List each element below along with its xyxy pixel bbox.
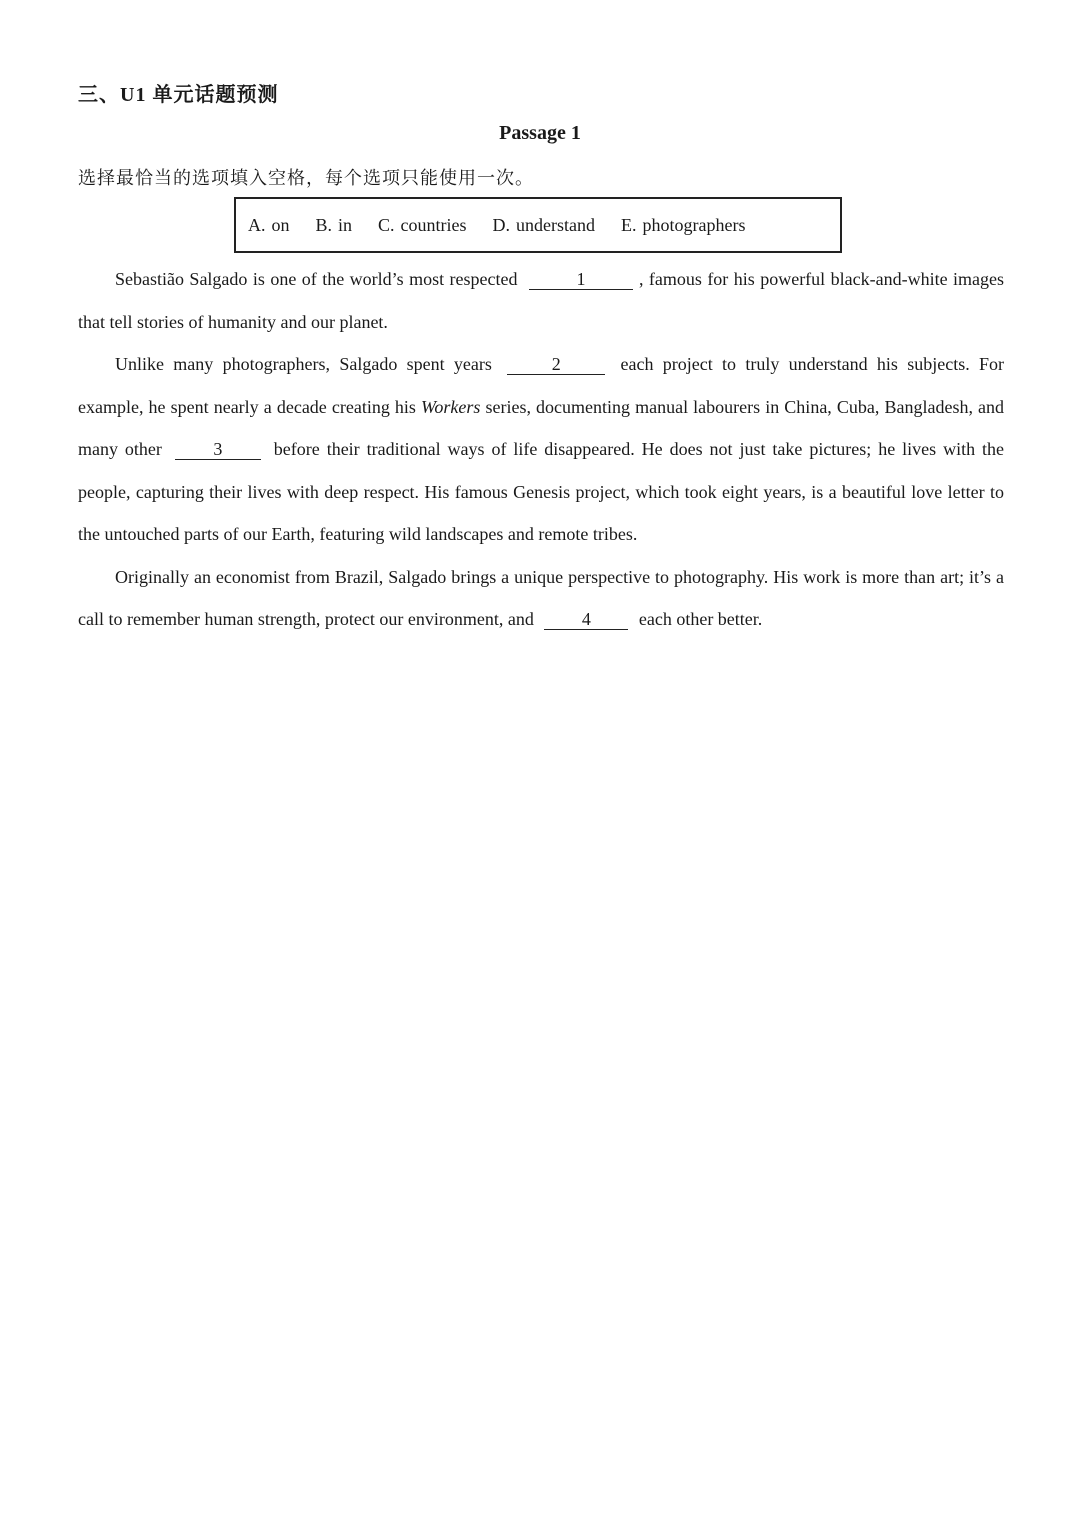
- text-segment: Originally an economist from Brazil, Salgado brings a unique perspective to photography. His work is more than art; it’s a call to remember human strength, protect our environment, and: [78, 566, 1004, 629]
- option-e: [621, 215, 745, 236]
- option-letter: E.: [621, 214, 637, 235]
- text-segment: each project to truly understand his subjects. For example, he spent nearly a decade creating his: [78, 354, 1004, 417]
- option-box: [234, 197, 842, 253]
- passage-title: Passage 1: [499, 122, 581, 144]
- option-b: [316, 215, 353, 236]
- blank-2: 2: [507, 354, 605, 375]
- passage-body: [78, 258, 1004, 641]
- option-d: [493, 215, 595, 236]
- option-letter: D.: [492, 214, 511, 235]
- option-letter: C.: [378, 214, 395, 235]
- text-segment: , famous for his powerful black-and-white images that tell stories of humanity and our planet.: [78, 269, 1004, 332]
- option-word: on: [271, 214, 290, 235]
- text-segment: Unlike many photographers, Salgado spent years: [115, 354, 492, 374]
- option-word: in: [338, 214, 353, 235]
- option-letter: A.: [248, 214, 266, 235]
- blank-3: 3: [175, 439, 261, 460]
- text-segment: each other better.: [638, 609, 763, 629]
- paragraph-1: [78, 258, 1004, 343]
- italic-title: Workers: [421, 396, 481, 417]
- blank-1: 1: [529, 269, 633, 290]
- text-segment: before their traditional ways of life disappeared. He does not just take pictures; he lives with the people, capturing their lives with deep respect. His famous Genesis project, which took eight years, is a beautiful love letter to the untouched parts of our Earth, featuring wild landscapes and remote tribes.: [78, 439, 1005, 544]
- paragraph-3: [78, 556, 1004, 641]
- blank-4: 4: [544, 609, 628, 630]
- option-letter: B.: [315, 214, 333, 235]
- paragraph-2: [78, 343, 1004, 556]
- option-word: countries: [400, 214, 467, 235]
- option-word: photographers: [642, 214, 746, 235]
- text-segment: series, documenting manual labourers in China, Cuba, Bangladesh, and many other: [78, 396, 1005, 459]
- option-a: [248, 215, 290, 236]
- text-segment: Sebastião Salgado is one of the world’s most respected: [115, 269, 518, 289]
- instruction: 选择最恰当的选项填入空格，每个选项只能使用一次。: [78, 168, 534, 188]
- option-word: understand: [516, 214, 596, 235]
- option-c: [378, 215, 467, 236]
- section-heading: 三、U1 单元话题预测: [78, 84, 279, 106]
